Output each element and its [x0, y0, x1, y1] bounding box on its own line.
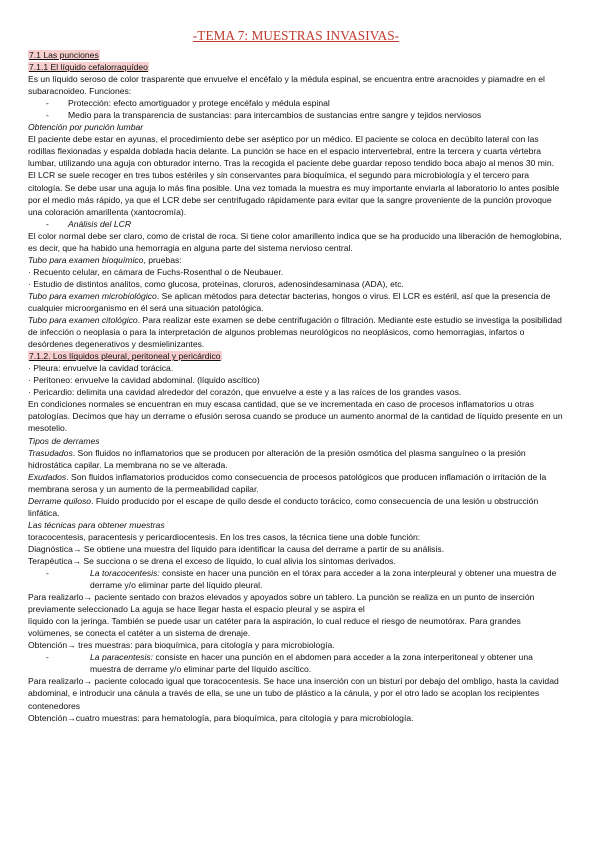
- section-heading-7-1-text: 7.1 Las punciones: [29, 50, 99, 60]
- cito-label: Tubo para examen citológico: [28, 315, 138, 326]
- paracentesis-obtencion: Obtención→cuatro muestras: para hematología, para bioquímica, para citología y para microbiología.: [28, 712, 414, 723]
- obtencion-paragraph: El paciente debe estar en ayunas, el procedimiento debe ser aséptico por un médico. El paciente se coloca en decúbito lateral con las rodillas flexionadas y espalda doblada hacia delante. La punción se hace en el espacio intervertebral, entre la tercera y cuarta vértebra lumbar, utilizando una aguja con obturador interno. Tras la recogida el paciente debe guardar reposo tendido boca abajo al menos 30 min. El LCR se suele recoger en tres tubos estériles y sin conservantes para bioquímica, el segundo para microbiología y el tercero para citología. Se debe usar una aguja lo más fina posible. Una vez tomada la muestra es muy importante enviarla al laboratorio lo antes posible por el medio más rápido, ya que el LCR debe ser centrifugado rápidamente para evitar que la sangre proveniente de la punción provoque una coloración amarillenta (xantocromía).: [28, 134, 560, 217]
- section-heading-7-1-2-text: 7.1.2. Los líquidos pleural, peritoneal y pericárdico: [29, 351, 221, 362]
- bioquimico-line: [28, 254, 564, 266]
- bioquimico-item: · Recuento celular, en cámara de Fuchs-Rosenthal o de Neubauer.: [28, 266, 284, 277]
- diagnostica-line: Diagnóstica→ Se obtiene una muestra del líquido para identificar la causa del derrame a partir de su análisis.: [28, 543, 445, 554]
- section-heading-7-1-1-text: 7.1.1 El líquido cefalorraquídeo: [29, 62, 148, 73]
- bioquimico-rest: , pruebas:: [143, 254, 182, 265]
- toracocentesis-realizar-1: Para realizarlo→ paciente sentado con brazos elevados y apoyados sobre un tablero. La punción se realiza en un punto de inserción previamente seleccionado La aguja se hace llegar hasta el espacio pleural y se aspira el: [28, 592, 535, 615]
- lcr-intro-paragraph: Es un líquido seroso de color trasparente que envuelve el encéfalo y la médula espinal, se encuentra entre aracnoides y piamadre en el subaracnoideo. Funciones:: [28, 74, 545, 97]
- condiciones-paragraph: En condiciones normales se encuentran en muy escasa cantidad, que se ve incrementada en caso de procesos inflamatorios u otras patologías. Decimos que hay un derrame o efusión serosa cuando se produce un aumento anormal de la cantidad de líquido presente en un mesotelio.: [28, 399, 563, 434]
- micro-text: . Se aplican métodos para detectar bacterias, hongos o virus. El LCR es estéril, así que la presencia de cualquier microorganismo en él será una situación patológica.: [28, 290, 551, 313]
- toracocentesis-realizar-2: líquido con la jeringa. También se puede usar un catéter para la aspiración, lo cual reduce el riesgo de neumotórax. Para grandes volúmenes, se conecta el catéter a un sistema de drenaje.: [28, 616, 521, 639]
- section-heading-7-1-2: [28, 350, 564, 362]
- analisis-label: Análisis del LCR: [68, 218, 132, 229]
- quiloso-text: . Fluido producido por el escape de quilo desde el conducto torácico, como consecuencia de una lesión u obstrucción linfática.: [28, 495, 539, 518]
- bioquimico-item: · Estudio de distintos analitos, como glucosa, proteínas, cloruros, adenosindesaminasa (ADA), etc.: [28, 278, 404, 289]
- trasudados-paragraph: [28, 447, 564, 471]
- obtencion-heading: Obtención por punción lumbar: [28, 122, 144, 133]
- liquido-item: · Pleura: envuelve la cavidad torácica.: [28, 363, 174, 374]
- terapeutica-line: Terapéutica→ Se succiona o se drena el exceso de líquido, lo cual alivia los síntomas derivados.: [28, 555, 396, 566]
- paracentesis-text: consiste en hacer una punción en el abdomen para acceder a la zona interperitoneal y obtener una muestra de derrame y/o eliminar parte del líquido ascítico.: [90, 652, 533, 675]
- exudados-paragraph: [28, 471, 564, 495]
- bioquimico-label: Tubo para examen bioquímico: [28, 254, 144, 265]
- trasudados-label: Trasudados: [28, 447, 73, 458]
- analisis-item: [28, 218, 564, 230]
- lcr-function-item: - Protección: efecto amortiguador y protege encéfalo y médula espinal: [28, 97, 564, 109]
- quiloso-label: Derrame quiloso: [28, 495, 92, 506]
- paracentesis-label: La paracentesis:: [90, 652, 154, 663]
- paracentesis-realizar: Para realizarlo→ paciente colocado igual que toracocentesis. Se hace una inserción con un bisturí por debajo del ombligo, hasta la cavidad abdominal, e introducir una cánula a través de ella, se une un tubo de plástico a la cánula, y por el otro lado se acoplan los recipientes contenedores: [28, 676, 559, 711]
- toracocentesis-text: consiste en hacer una punción en el tórax para acceder a la zona interpleural y obtener una muestra de derrame y/o eliminar parte del líquido pleural.: [90, 568, 557, 591]
- lcr-function-item: - Medio para la transparencia de sustancias: para intercambios de sustancias entre sangre y tejidos nerviosos: [28, 109, 564, 121]
- section-heading-7-1: [28, 49, 564, 61]
- toracocentesis-label: La toracocentesis:: [90, 568, 160, 579]
- cito-paragraph: [28, 314, 564, 350]
- quiloso-paragraph: [28, 495, 564, 519]
- micro-paragraph: [28, 290, 564, 314]
- tecnicas-heading: Las técnicas para obtener muestras: [28, 519, 165, 530]
- trasudados-text: . Son fluidos no inflamatorios que se producen por alteración de la presión osmótica del plasma sanguíneo o la presión hidrostática capilar. La membrana no se ve alterada.: [28, 447, 526, 470]
- liquido-item: · Pericardio: delimita una cavidad alrededor del corazón, que envuelve a este y a las raíces de los grandes vasos.: [28, 387, 462, 398]
- exudados-label: Exudados: [28, 471, 67, 482]
- liquido-item: · Peritoneo: envuelve la cavidad abdominal. (líquido ascítico): [28, 375, 260, 386]
- tipos-heading: Tipos de derrames: [28, 435, 100, 446]
- section-heading-7-1-1: [28, 61, 564, 73]
- toracocentesis-obtencion: Obtención→ tres muestras: para bioquímica, para citología y para microbiología.: [28, 640, 335, 651]
- cito-text: . Para realizar este examen se debe centrifugación o filtración. Mediante este estudio se investiga la posibilidad de infección o neoplasia o para la interpretación de algunos problemas neurológicos no neoplásicos, como hemorragias, infartos o desórdenes degenerativos y desmielinizantes.: [28, 315, 562, 350]
- micro-label: Tubo para examen microbiológico: [28, 290, 157, 301]
- analisis-paragraph: El color normal debe ser claro, como de cristal de roca. Si tiene color amarillento indica que se ha producido una liberación de hemoglobina, es decir, que ha habido una hemorragia en alguna parte del sistema nervioso central.: [28, 230, 562, 253]
- exudados-text: . Son fluidos inflamatorios producidos como consecuencia de procesos patológicos que producen inflamación o irritación de la membrana serosa y un aumento de la permeabilidad capilar.: [28, 471, 547, 494]
- page-title: -TEMA 7: MUESTRAS INVASIVAS-: [192, 28, 400, 43]
- tecnicas-paragraph: toracocentesis, paracentesis y pericardiocentesis. En los tres casos, la técnica tiene una doble función:: [28, 531, 421, 542]
- paracentesis-item: [28, 651, 564, 675]
- toracocentesis-item: [28, 567, 564, 591]
